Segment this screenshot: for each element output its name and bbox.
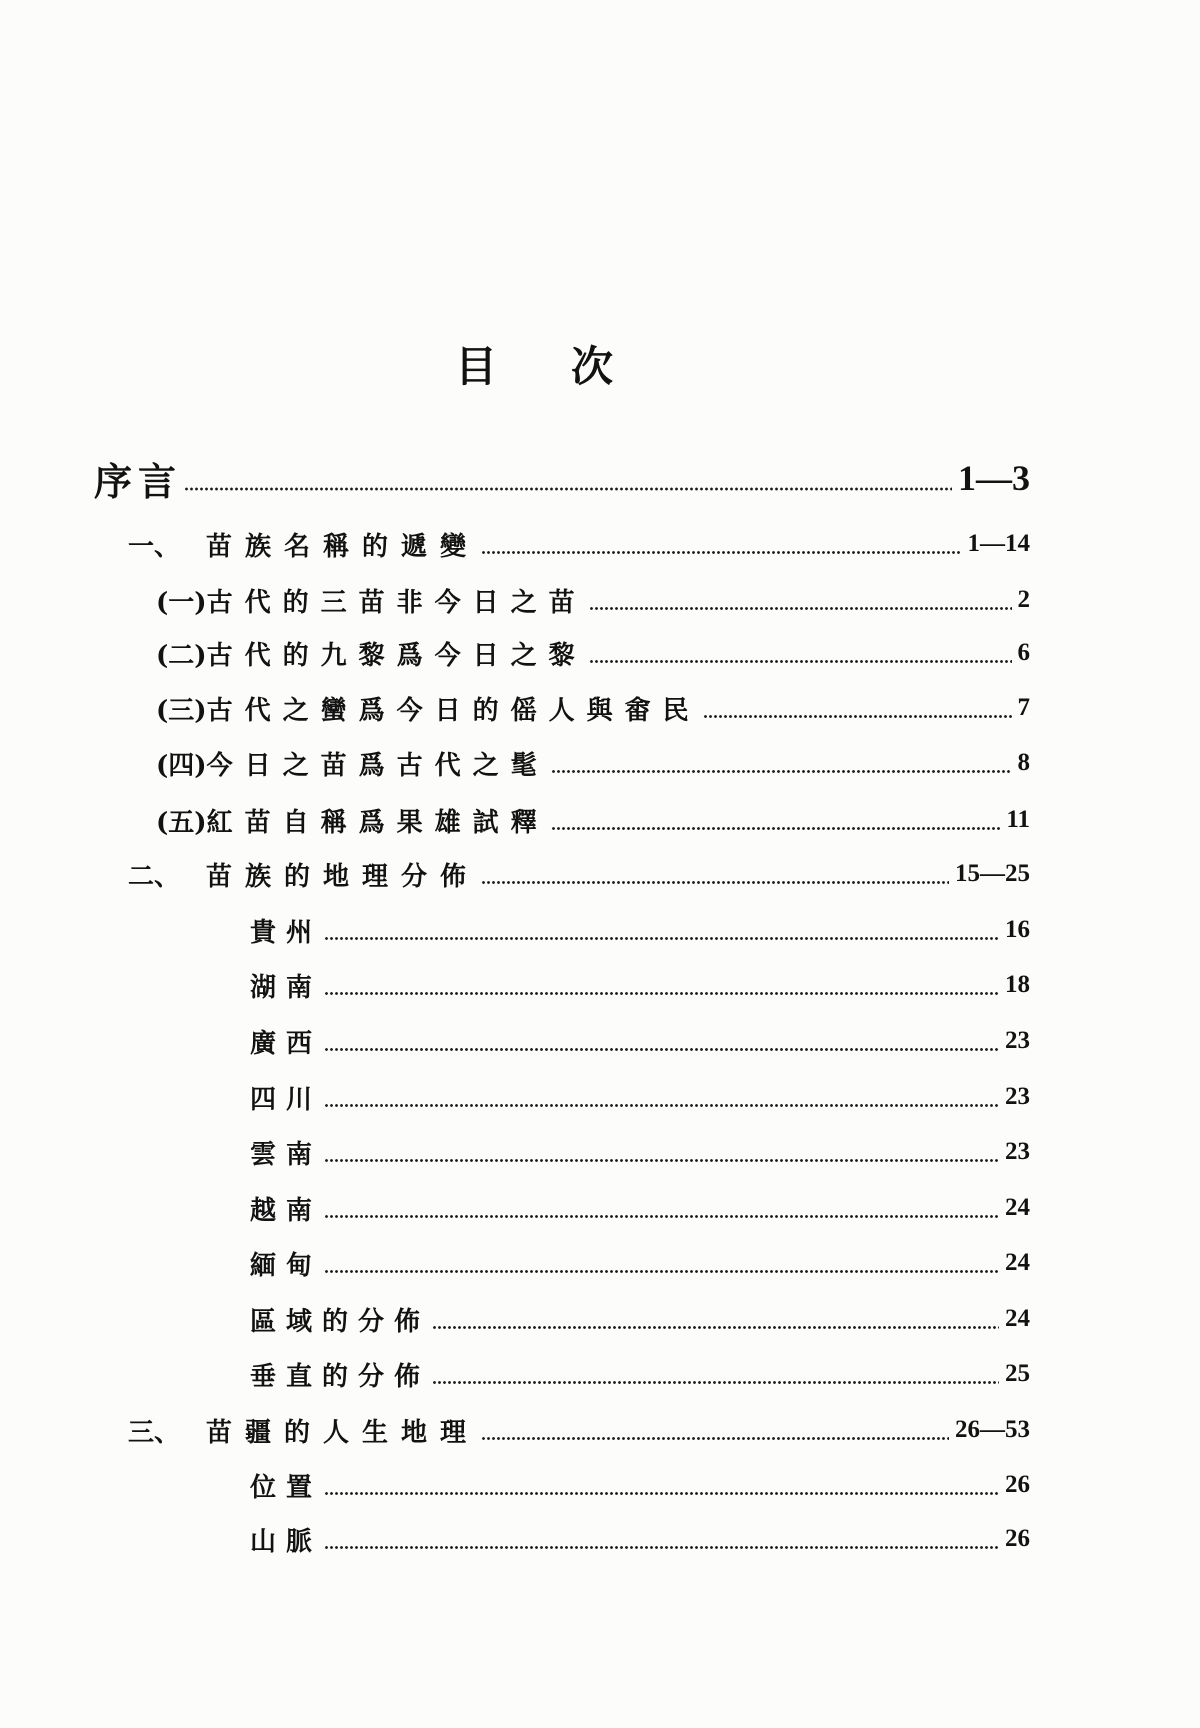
toc-page-number: 16 (1005, 916, 1030, 943)
toc-entry-label: 區域的分佈 (250, 1306, 431, 1337)
toc-entry-preface (94, 455, 1030, 504)
toc-leader (324, 1079, 999, 1115)
toc-page-number: 8 (1017, 749, 1030, 776)
toc-page-number: 24 (1005, 1249, 1030, 1276)
toc-entry-label: 今日之苗爲古代之髦 (206, 750, 549, 781)
toc-page-number: 23 (1005, 1083, 1030, 1110)
toc-entry-label: 越南 (250, 1195, 323, 1226)
toc-entry-section (156, 745, 1030, 781)
toc-entry-subsection (250, 1521, 1030, 1557)
toc-entry-label: 貴州 (250, 917, 323, 948)
toc-leader (324, 967, 999, 1003)
toc-entry-label: 緬甸 (250, 1250, 323, 1281)
toc-entry-subsection (250, 1301, 1030, 1337)
toc-entry-label: 苗族名稱的遞變 (206, 531, 480, 562)
toc-leader (324, 1023, 999, 1059)
toc-entry-number: (二) (156, 640, 207, 671)
toc-entry-subsection (250, 1245, 1030, 1281)
toc-entry-section (156, 635, 1030, 671)
toc-leader (481, 526, 961, 562)
toc-entry-label: 廣西 (250, 1028, 323, 1059)
toc-entry-number: (三) (156, 695, 207, 726)
toc-page-number: 1—3 (958, 458, 1030, 498)
toc-leader (324, 1245, 999, 1281)
toc-page-number: 26 (1005, 1471, 1030, 1498)
toc-page-number: 11 (1006, 806, 1030, 833)
toc-entry-chapter (128, 856, 1030, 892)
toc-entry-number: (一) (156, 587, 207, 618)
toc-page-number: 18 (1005, 971, 1030, 998)
toc-entry-label: 紅苗自稱爲果雄試釋 (206, 807, 549, 838)
toc-leader (481, 856, 949, 892)
toc-entry-subsection (250, 1079, 1030, 1115)
toc-page-number: 24 (1005, 1194, 1030, 1221)
toc-page-number: 23 (1005, 1027, 1030, 1054)
toc-entry-subsection (250, 1023, 1030, 1059)
toc-entry-subsection (250, 967, 1030, 1003)
toc-page-number: 25 (1005, 1360, 1030, 1387)
toc-page-number: 7 (1017, 694, 1030, 721)
toc-leader (324, 1521, 999, 1557)
toc-page-number: 2 (1017, 586, 1030, 613)
toc-leader (432, 1356, 999, 1392)
toc-entry-number: 三、 (128, 1417, 181, 1448)
toc-entry-chapter (128, 526, 1030, 562)
toc-entry-subsection (250, 1134, 1030, 1170)
toc-entry-label: 苗族的地理分佈 (206, 861, 480, 892)
toc-entry-subsection (250, 1190, 1030, 1226)
toc-page-number: 26—53 (955, 1416, 1030, 1443)
toc-leader (589, 582, 1012, 618)
toc-page-number: 6 (1017, 639, 1030, 666)
toc-leader (551, 802, 1001, 838)
toc-entry-subsection (250, 912, 1030, 948)
toc-leader (432, 1301, 999, 1337)
toc-entry-number: 二、 (128, 861, 181, 892)
toc-entry-subsection (250, 1467, 1030, 1503)
toc-entry-label: 垂直的分佈 (250, 1361, 431, 1392)
toc-page-number: 23 (1005, 1138, 1030, 1165)
toc-leader (703, 690, 1012, 726)
toc-entry-number: (四) (156, 750, 207, 781)
toc-page-number: 15—25 (955, 860, 1030, 887)
toc-entry-label: 序言 (94, 458, 183, 504)
toc-entry-label: 苗疆的人生地理 (206, 1417, 480, 1448)
toc-leader (184, 455, 952, 501)
page-title: 目次 (455, 342, 688, 391)
toc-leader (324, 1190, 999, 1226)
toc-entry-label: 山脈 (250, 1526, 323, 1557)
toc-entry-number: (五) (156, 807, 207, 838)
toc-page-number: 26 (1005, 1525, 1030, 1552)
toc-page-number: 1—14 (967, 530, 1030, 557)
toc-entry-label: 古代的三苗非今日之苗 (206, 587, 587, 618)
toc-leader (481, 1412, 949, 1448)
toc-entry-label: 古代之蠻爲今日的傜人與畬民 (206, 695, 701, 726)
toc-leader (324, 1467, 999, 1503)
toc-entry-section (156, 802, 1030, 838)
toc-leader (324, 912, 999, 948)
toc-entry-label: 古代的九黎爲今日之黎 (206, 640, 587, 671)
toc-entry-label: 雲南 (250, 1139, 323, 1170)
toc-entry-label: 四川 (250, 1084, 323, 1115)
toc-entry-section (156, 690, 1030, 726)
toc-leader (324, 1134, 999, 1170)
toc-leader (551, 745, 1012, 781)
toc-entry-section (156, 582, 1030, 618)
toc-entry-chapter (128, 1412, 1030, 1448)
toc-entry-subsection (250, 1356, 1030, 1392)
toc-leader (589, 635, 1012, 671)
toc-entry-number: 一、 (128, 531, 181, 562)
toc-entry-label: 湖南 (250, 972, 323, 1003)
toc-page-number: 24 (1005, 1305, 1030, 1332)
toc-entry-label: 位置 (250, 1472, 323, 1503)
